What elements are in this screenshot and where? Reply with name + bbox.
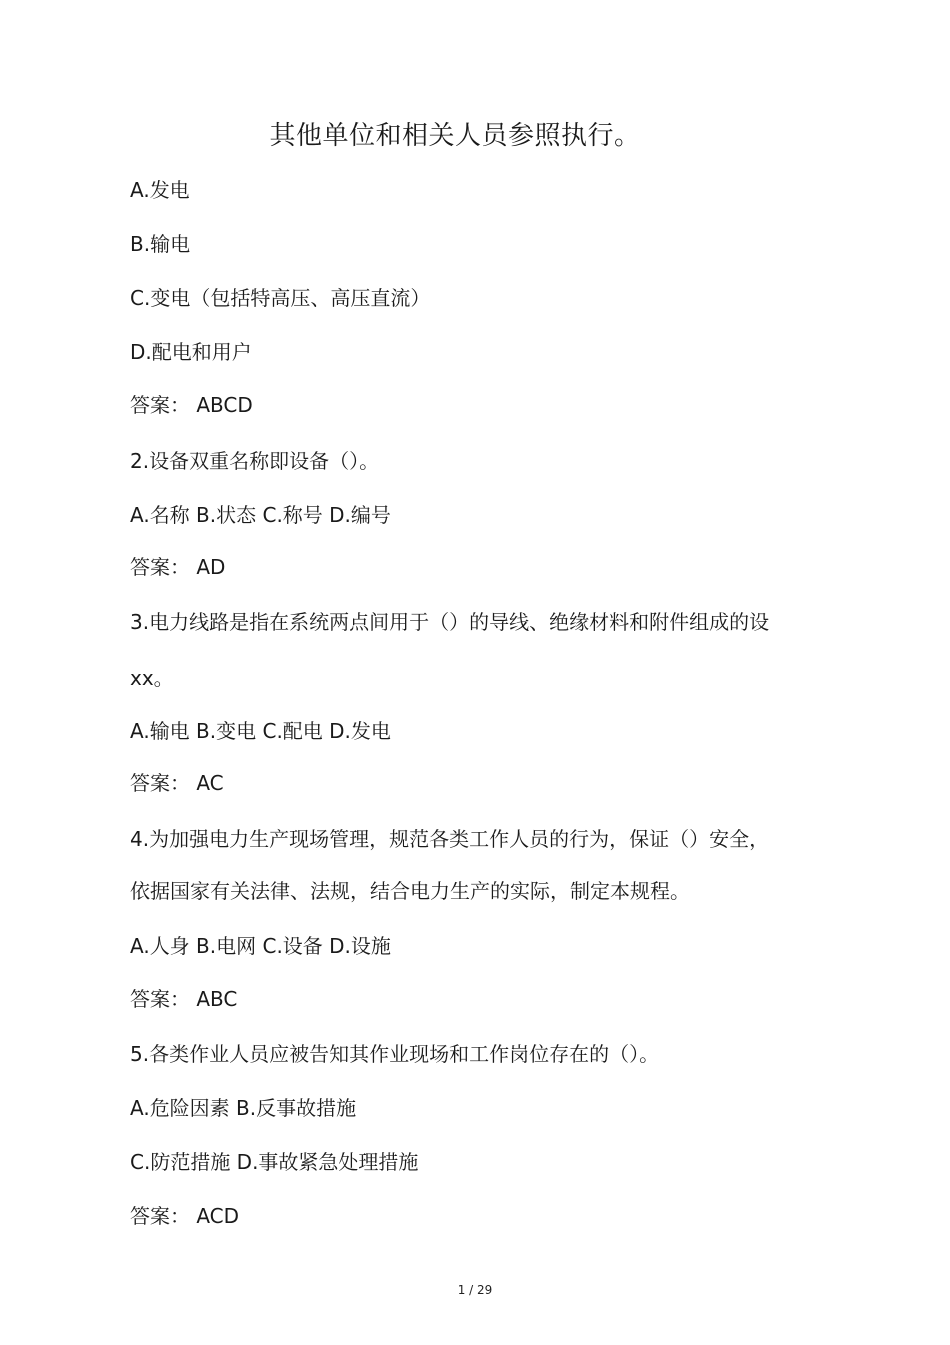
answer-line: 答案： AD — [130, 555, 226, 579]
question-line: 依据国家有关法律、法规，结合电力生产的实际，制定本规程。 — [130, 879, 690, 903]
question-line: 5.各类作业人员应被告知其作业现场和工作岗位存在的（）。 — [130, 1042, 660, 1066]
option-line: A.输电 B.变电 C.配电 D.发电 — [130, 719, 391, 743]
option-line: C.防范措施 D.事故紧急处理措施 — [130, 1150, 419, 1174]
page-indicator: 1 / 29 — [457, 1283, 493, 1297]
question-line: 2.设备双重名称即设备（）。 — [130, 449, 380, 473]
option-line: A.名称 B.状态 C.称号 D.编号 — [130, 503, 391, 527]
option-line: A.危险因素 B.反事故措施 — [130, 1096, 357, 1120]
option-line: A.发电 — [130, 178, 190, 202]
question-line: 4.为加强电力生产现场管理，规范各类工作人员的行为，保证（）安全， — [130, 827, 770, 851]
answer-line: 答案： ABCD — [130, 393, 253, 417]
option-line: B.输电 — [130, 232, 191, 256]
option-line: D.配电和用户 — [130, 340, 252, 364]
answer-line: 答案： ACD — [130, 1204, 240, 1228]
page-title: 其他单位和相关人员参照执行。 — [269, 121, 641, 151]
question-line: xx。 — [130, 666, 174, 690]
option-line: C.变电（包括特高压、高压直流） — [130, 286, 431, 310]
option-line: A.人身 B.电网 C.设备 D.设施 — [130, 934, 391, 958]
answer-line: 答案： AC — [130, 771, 224, 795]
question-line: 3.电力线路是指在系统两点间用于（）的导线、绝缘材料和附件组成的设 — [130, 610, 770, 634]
answer-line: 答案： ABC — [130, 987, 238, 1011]
